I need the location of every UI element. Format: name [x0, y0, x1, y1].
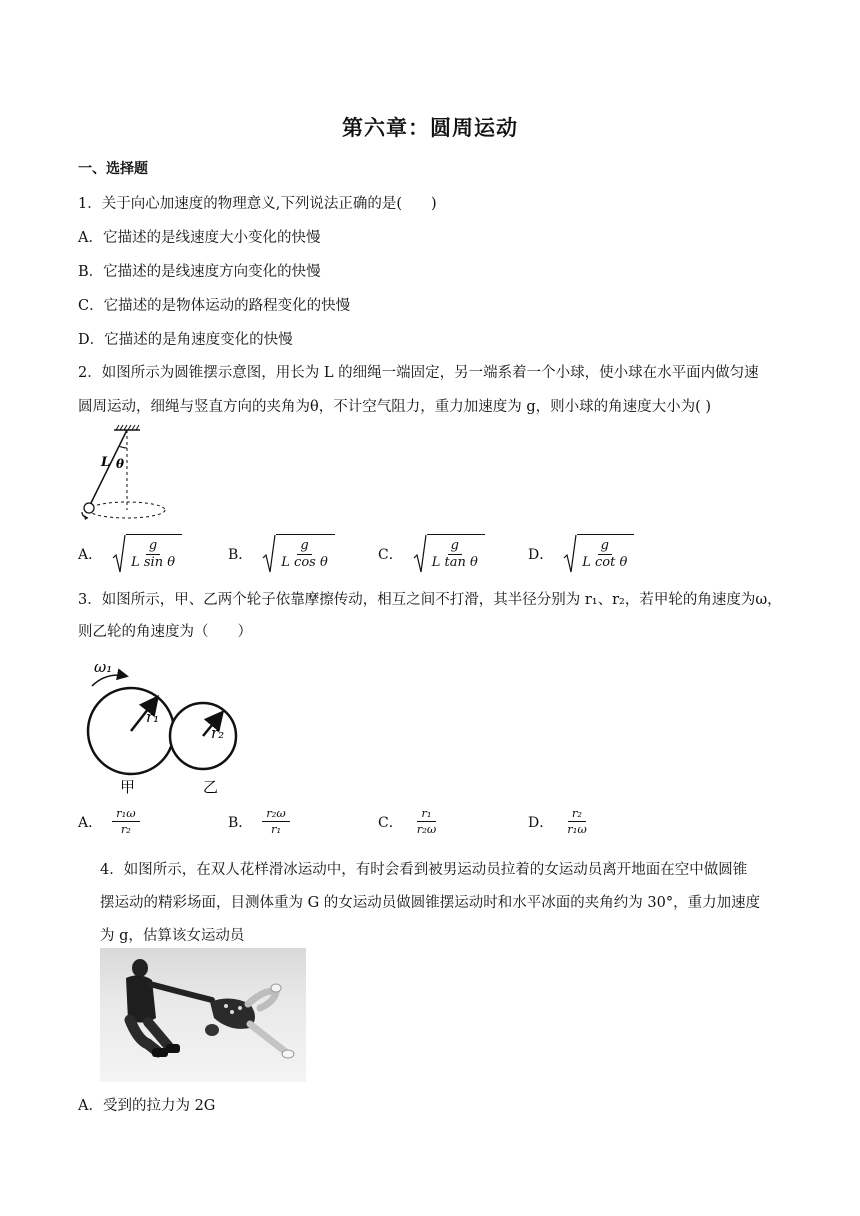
- q1-option-c: C．它描述的是物体运动的路程变化的快慢: [78, 298, 351, 314]
- q3-stem-line2: 则乙轮的角速度为（ ）: [78, 624, 252, 640]
- q2-option-b: B． $\frac{g}{\text{L cos θ}}$: [228, 534, 335, 574]
- q2-options: [78, 534, 798, 574]
- q1-stem: 1．关于向心加速度的物理意义,下列说法正确的是( ): [78, 196, 437, 212]
- q2-option-d: D． $\frac{g}{\text{L cot θ}}$: [528, 534, 634, 574]
- q1-option-a: A．它描述的是线速度大小变化的快慢: [78, 230, 321, 246]
- q3-option-c: C． $\frac{\text{r₁}}{\text{r₂ω}}$: [378, 806, 437, 836]
- q3-option-d: D． $\frac{\text{r₂}}{\text{r₁ω}}$: [528, 806, 587, 836]
- page-title: 第六章：圆周运动: [342, 116, 518, 140]
- conical-pendulum-figure: [76, 422, 176, 522]
- q3-options: [78, 806, 798, 846]
- q4-option-a: A．受到的拉力为 2G: [78, 1098, 216, 1114]
- section-heading: 一、选择题: [78, 161, 148, 177]
- pendulum-angle-label: θ: [116, 457, 125, 471]
- q3-option-b: B． $\frac{\text{r₂ω}}{\text{r₁}}$: [228, 806, 290, 837]
- q2-stem-line2: 圆周运动，细绳与竖直方向的夹角为θ，不计空气阻力，重力加速度为 g，则小球的角速度大小为( ): [78, 399, 712, 415]
- q4-stem-line2: 摆运动的精彩场面，目测体重为 G 的女运动员做圆锥摆运动时和水平冰面的夹角约为 30°，重力加速度: [100, 895, 761, 911]
- pendulum-length-label: L: [101, 455, 111, 470]
- r2-label: r₂: [211, 724, 225, 742]
- wheel1-label: 甲: [120, 778, 136, 796]
- friction-wheels-figure: [84, 656, 254, 801]
- omega1-label: ω₁: [94, 658, 113, 676]
- q3-option-a: A． $\frac{\text{r₁ω}}{\text{r₂}}$: [78, 806, 140, 837]
- q1-option-d: D．它描述的是角速度变化的快慢: [78, 332, 293, 348]
- figure-skating-photo: [100, 948, 306, 1082]
- q1-option-b: B．它描述的是线速度方向变化的快慢: [78, 264, 321, 280]
- q2-option-a: A． $\frac{g}{\text{L sin θ}}$: [78, 534, 182, 574]
- q4-stem-line3: 为 g，估算该女运动员: [100, 928, 245, 944]
- q2-stem-line1: 2．如图所示为圆锥摆示意图，用长为 L 的细绳一端固定，另一端系着一个小球，使小球在水平面内做匀速: [78, 365, 759, 381]
- q3-stem-line1: 3．如图所示，甲、乙两个轮子依靠摩擦传动，相互之间不打滑，其半径分别为 r₁、r₂，若甲轮的角速度为ω，: [78, 592, 782, 608]
- q4-stem-line1: 4．如图所示，在双人花样滑冰运动中，有时会看到被男运动员拉着的女运动员离开地面在空中做圆锥: [100, 862, 748, 878]
- r1-label: r₁: [146, 708, 160, 726]
- q2-option-c: C． $\frac{g}{\text{L tan θ}}$: [378, 534, 485, 574]
- wheel2-label: 乙: [203, 778, 219, 796]
